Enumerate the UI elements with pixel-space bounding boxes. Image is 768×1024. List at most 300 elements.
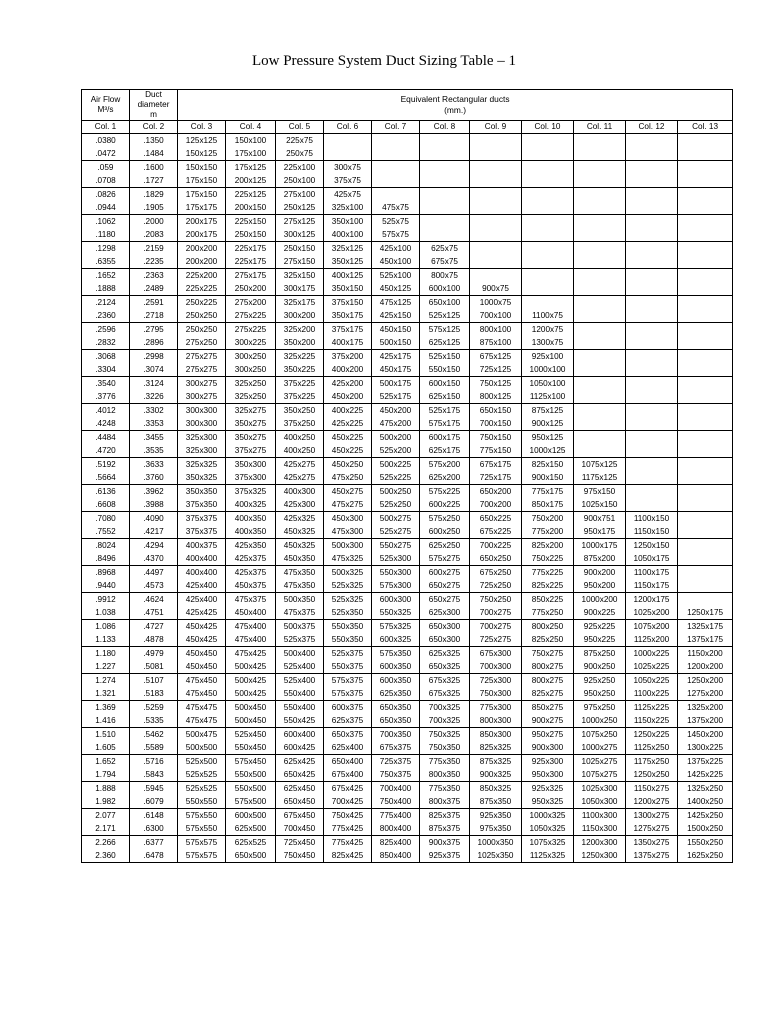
table-cell: 1200x175 <box>626 593 678 607</box>
table-cell: 1250x150 <box>626 539 678 553</box>
table-cell: 350x250 <box>276 404 324 418</box>
table-cell: .2363 <box>130 269 178 283</box>
table-cell: 850x300 <box>470 728 522 742</box>
table-cell: 625x350 <box>372 687 420 701</box>
table-cell: 425x200 <box>324 377 372 391</box>
table-cell: 450x425 <box>178 633 226 647</box>
table-cell: 900x275 <box>522 714 574 728</box>
table-cell: 425x300 <box>276 498 324 512</box>
table-cell <box>574 296 626 310</box>
table-cell: 500x450 <box>226 701 276 715</box>
table-cell: 400x250 <box>276 431 324 445</box>
table-cell: 2.266 <box>82 836 130 850</box>
table-cell <box>522 282 574 296</box>
table-cell: 825x400 <box>372 836 420 850</box>
table-cell: 450x225 <box>324 444 372 458</box>
duct-sizing-table <box>81 89 733 863</box>
table-cell: 775x150 <box>470 444 522 458</box>
table-cell: 500x425 <box>226 674 276 688</box>
table-cell <box>574 215 626 229</box>
table-cell: .5843 <box>130 768 178 782</box>
table-cell <box>678 255 733 269</box>
table-cell <box>574 228 626 242</box>
table-cell: 500x250 <box>372 485 420 499</box>
table-cell: 475x425 <box>226 647 276 661</box>
table-cell: 200x150 <box>226 201 276 215</box>
table-cell: 575x200 <box>420 458 470 472</box>
table-row <box>82 525 733 539</box>
table-cell: 900x325 <box>470 768 522 782</box>
table-cell: 225x100 <box>276 161 324 175</box>
table-cell: .6608 <box>82 498 130 512</box>
table-cell: 1100x150 <box>626 512 678 526</box>
table-cell: 625x75 <box>420 242 470 256</box>
column-name: Col. 4 <box>226 121 276 134</box>
table-cell: .6377 <box>130 836 178 850</box>
table-cell <box>626 296 678 310</box>
table-cell <box>678 377 733 391</box>
table-cell: 525x375 <box>276 633 324 647</box>
table-cell: 1000x200 <box>574 593 626 607</box>
table-cell <box>678 485 733 499</box>
table-cell: 475x375 <box>276 606 324 620</box>
table-cell: 650x300 <box>420 633 470 647</box>
table-cell: .7552 <box>82 525 130 539</box>
table-cell: 850x225 <box>522 593 574 607</box>
table-cell: 575x300 <box>372 579 420 593</box>
table-cell <box>470 174 522 188</box>
table-row <box>82 201 733 215</box>
table-cell: 1025x300 <box>574 782 626 796</box>
table-cell <box>574 350 626 364</box>
table-cell: 175x100 <box>226 147 276 161</box>
table-cell: 750x400 <box>372 795 420 809</box>
table-row <box>82 458 733 472</box>
table-cell: 475x300 <box>324 525 372 539</box>
table-cell: 725x300 <box>470 674 522 688</box>
table-cell: .4497 <box>130 566 178 580</box>
table-cell: 900x150 <box>522 471 574 485</box>
table-cell: 1100x75 <box>522 309 574 323</box>
table-row <box>82 809 733 823</box>
table-cell: 1000x125 <box>522 444 574 458</box>
table-cell: 575x375 <box>324 687 372 701</box>
table-cell: 125x125 <box>178 134 226 148</box>
table-cell: 650x325 <box>420 660 470 674</box>
table-cell: .2998 <box>130 350 178 364</box>
table-cell: 525x500 <box>178 755 226 769</box>
table-cell: 475x250 <box>324 471 372 485</box>
table-cell: 700x400 <box>372 782 420 796</box>
table-cell: .6148 <box>130 809 178 823</box>
table-cell: 1025x350 <box>470 849 522 863</box>
column-name: Col. 8 <box>420 121 470 134</box>
table-row <box>82 309 733 323</box>
table-cell: 1400x250 <box>678 795 733 809</box>
table-cell: 525x200 <box>372 444 420 458</box>
table-cell: 300x225 <box>226 336 276 350</box>
table-cell: .4878 <box>130 633 178 647</box>
table-cell: .4370 <box>130 552 178 566</box>
table-cell: .2591 <box>130 296 178 310</box>
table-row <box>82 701 733 715</box>
table-cell: 1.274 <box>82 674 130 688</box>
table-cell: 425x275 <box>276 458 324 472</box>
table-cell: .3633 <box>130 458 178 472</box>
table-cell: 1125x100 <box>522 390 574 404</box>
table-cell: 450x200 <box>372 404 420 418</box>
table-cell: .4979 <box>130 647 178 661</box>
table-cell: 1000x100 <box>522 363 574 377</box>
table-cell: 650x275 <box>420 593 470 607</box>
table-cell: 600x350 <box>372 660 420 674</box>
table-cell: .3304 <box>82 363 130 377</box>
table-cell <box>678 512 733 526</box>
table-cell <box>574 161 626 175</box>
table-cell: 575x325 <box>372 620 420 634</box>
table-cell: 175x150 <box>178 174 226 188</box>
table-cell: 1.652 <box>82 755 130 769</box>
table-cell: 725x250 <box>470 579 522 593</box>
table-cell: .3302 <box>130 404 178 418</box>
table-cell: 600x400 <box>276 728 324 742</box>
table-cell: 250x250 <box>178 323 226 337</box>
table-cell: .2896 <box>130 336 178 350</box>
table-row <box>82 620 733 634</box>
table-cell: 1200x200 <box>678 660 733 674</box>
table-cell: 900x75 <box>470 282 522 296</box>
table-cell: 800x125 <box>470 390 522 404</box>
table-cell: 775x350 <box>420 755 470 769</box>
table-cell: 600x225 <box>420 498 470 512</box>
table-cell: 450x425 <box>178 620 226 634</box>
table-cell: .5081 <box>130 660 178 674</box>
table-cell <box>420 228 470 242</box>
table-cell <box>626 228 678 242</box>
table-cell: 625x500 <box>226 822 276 836</box>
table-cell: 750x425 <box>324 809 372 823</box>
table-cell: 875x375 <box>420 822 470 836</box>
table-cell: .8496 <box>82 552 130 566</box>
table-cell: 1.605 <box>82 741 130 755</box>
table-cell: 350x325 <box>178 471 226 485</box>
table-cell: .3962 <box>130 485 178 499</box>
table-row <box>82 552 733 566</box>
column-name: Col. 2 <box>130 121 178 134</box>
table-cell: 575x175 <box>420 417 470 431</box>
table-cell <box>626 390 678 404</box>
table-cell <box>574 431 626 445</box>
table-row <box>82 566 733 580</box>
table-cell: 650x100 <box>420 296 470 310</box>
table-cell: 275x225 <box>226 323 276 337</box>
table-cell: 650x275 <box>420 579 470 593</box>
table-cell: .2083 <box>130 228 178 242</box>
table-cell <box>626 471 678 485</box>
table-cell: .3988 <box>130 498 178 512</box>
table-cell: .5107 <box>130 674 178 688</box>
table-cell <box>574 336 626 350</box>
table-cell <box>522 188 574 202</box>
table-cell: .4294 <box>130 539 178 553</box>
table-row <box>82 687 733 701</box>
table-cell: 775x350 <box>420 782 470 796</box>
table-cell: 200x175 <box>178 215 226 229</box>
table-cell: 675x125 <box>470 350 522 364</box>
table-cell: 450x175 <box>372 363 420 377</box>
table-cell: 575x75 <box>372 228 420 242</box>
table-cell <box>678 215 733 229</box>
table-cell <box>626 147 678 161</box>
table-cell: 750x200 <box>522 512 574 526</box>
table-row <box>82 539 733 553</box>
table-cell: 800x350 <box>420 768 470 782</box>
table-cell: 625x200 <box>420 471 470 485</box>
table-cell: 550x400 <box>276 701 324 715</box>
table-cell: 275x125 <box>276 215 324 229</box>
table-cell: .4720 <box>82 444 130 458</box>
table-cell: 875x100 <box>470 336 522 350</box>
table-cell: 425x100 <box>372 242 420 256</box>
table-cell: 500x200 <box>372 431 420 445</box>
table-cell: 525x450 <box>226 728 276 742</box>
table-cell: 1000x325 <box>522 809 574 823</box>
table-cell: 750x450 <box>276 849 324 863</box>
table-cell <box>678 593 733 607</box>
table-cell <box>678 417 733 431</box>
table-cell: 675x375 <box>372 741 420 755</box>
table-cell: 400x175 <box>324 336 372 350</box>
table-cell <box>522 269 574 283</box>
table-cell <box>678 228 733 242</box>
table-cell: 425x375 <box>226 552 276 566</box>
table-cell: 225x225 <box>178 282 226 296</box>
table-cell: 500x350 <box>276 593 324 607</box>
table-cell <box>574 309 626 323</box>
table-cell: 1275x200 <box>678 687 733 701</box>
table-cell: 575x550 <box>178 809 226 823</box>
table-cell <box>470 188 522 202</box>
table-cell: 475x475 <box>178 714 226 728</box>
table-cell: 550x350 <box>324 633 372 647</box>
table-cell <box>574 201 626 215</box>
table-cell: 575x450 <box>226 755 276 769</box>
table-cell: 1.888 <box>82 782 130 796</box>
table-cell: 1075x125 <box>574 458 626 472</box>
table-cell: 600x425 <box>276 741 324 755</box>
table-body <box>82 134 733 863</box>
table-cell: 400x250 <box>276 444 324 458</box>
table-cell <box>470 242 522 256</box>
table-cell: 1.416 <box>82 714 130 728</box>
table-cell <box>626 485 678 499</box>
table-cell: 1100x175 <box>626 566 678 580</box>
table-cell: 275x275 <box>178 363 226 377</box>
table-cell: 225x125 <box>226 188 276 202</box>
table-cell <box>420 174 470 188</box>
table-cell: 700x225 <box>470 539 522 553</box>
table-cell: 650x250 <box>470 552 522 566</box>
table-row <box>82 431 733 445</box>
table-cell: 650x500 <box>226 849 276 863</box>
table-cell: .1180 <box>82 228 130 242</box>
table-cell: 725x175 <box>470 471 522 485</box>
table-cell: 175x125 <box>226 161 276 175</box>
table-cell: 525x125 <box>420 309 470 323</box>
table-cell: 1.982 <box>82 795 130 809</box>
table-cell: 775x250 <box>522 606 574 620</box>
table-cell: 575x250 <box>420 512 470 526</box>
table-cell: 300x175 <box>276 282 324 296</box>
table-cell: 475x275 <box>324 498 372 512</box>
column-names-row <box>82 121 733 134</box>
table-cell: 1150x300 <box>574 822 626 836</box>
table-cell: 700x100 <box>470 309 522 323</box>
table-cell: 450x250 <box>324 458 372 472</box>
column-name: Col. 11 <box>574 121 626 134</box>
table-cell: 1.321 <box>82 687 130 701</box>
table-cell: 250x200 <box>226 282 276 296</box>
table-cell: 1425x225 <box>678 768 733 782</box>
table-cell: 425x175 <box>372 350 420 364</box>
table-cell: 650x225 <box>470 512 522 526</box>
table-cell: .2235 <box>130 255 178 269</box>
table-cell: .5462 <box>130 728 178 742</box>
table-cell: 300x300 <box>178 417 226 431</box>
table-cell: 825x325 <box>470 741 522 755</box>
table-cell: 325x325 <box>178 458 226 472</box>
table-cell: 1200x300 <box>574 836 626 850</box>
table-cell: 450x350 <box>276 552 324 566</box>
table-cell <box>678 350 733 364</box>
table-cell: .5589 <box>130 741 178 755</box>
table-cell: 375x300 <box>226 471 276 485</box>
table-cell: 800x400 <box>372 822 420 836</box>
table-cell: 1300x75 <box>522 336 574 350</box>
table-cell <box>626 336 678 350</box>
table-cell <box>372 134 420 148</box>
table-cell: 825x225 <box>522 579 574 593</box>
table-cell: 650x450 <box>276 795 324 809</box>
table-cell: 225x175 <box>226 255 276 269</box>
table-cell <box>420 161 470 175</box>
table-cell: 450x125 <box>372 282 420 296</box>
table-cell: 1450x200 <box>678 728 733 742</box>
table-cell <box>678 134 733 148</box>
table-cell: 700x275 <box>470 620 522 634</box>
table-cell <box>678 188 733 202</box>
table-cell: 1100x225 <box>626 687 678 701</box>
table-row <box>82 471 733 485</box>
table-cell: 975x250 <box>574 701 626 715</box>
table-cell <box>470 134 522 148</box>
table-cell: 725x450 <box>276 836 324 850</box>
table-row <box>82 336 733 350</box>
table-cell: .8968 <box>82 566 130 580</box>
table-cell: 200x125 <box>226 174 276 188</box>
table-cell: 425x375 <box>226 566 276 580</box>
table-row <box>82 714 733 728</box>
table-cell <box>626 282 678 296</box>
table-cell: 850x400 <box>372 849 420 863</box>
table-cell: 1175x250 <box>626 755 678 769</box>
table-cell: .1829 <box>130 188 178 202</box>
table-cell: .3353 <box>130 417 178 431</box>
table-cell: 625x325 <box>420 647 470 661</box>
table-cell <box>626 417 678 431</box>
table-cell <box>678 552 733 566</box>
table-cell: 650x350 <box>372 701 420 715</box>
table-cell: 650x375 <box>324 728 372 742</box>
table-cell: 325x125 <box>324 242 372 256</box>
table-row <box>82 755 733 769</box>
equiv-header-unit: (mm.) <box>444 105 466 115</box>
table-cell: 300x75 <box>324 161 372 175</box>
table-cell <box>678 161 733 175</box>
table-cell: 575x225 <box>420 485 470 499</box>
table-cell: 350x275 <box>226 431 276 445</box>
table-cell: 1100x300 <box>574 809 626 823</box>
table-cell: .4573 <box>130 579 178 593</box>
table-cell: 1075x200 <box>626 620 678 634</box>
table-cell: 1000x225 <box>626 647 678 661</box>
table-cell: 1150x150 <box>626 525 678 539</box>
table-cell <box>626 174 678 188</box>
table-cell <box>678 471 733 485</box>
table-cell: 625x300 <box>420 606 470 620</box>
table-cell: 925x350 <box>470 809 522 823</box>
table-cell: 575x275 <box>420 552 470 566</box>
table-cell <box>574 134 626 148</box>
table-cell: 600x175 <box>420 431 470 445</box>
table-cell <box>626 309 678 323</box>
table-cell: .1905 <box>130 201 178 215</box>
table-cell: 525x400 <box>276 674 324 688</box>
table-row <box>82 579 733 593</box>
table-cell: 625x375 <box>324 714 372 728</box>
table-cell <box>678 458 733 472</box>
table-cell: 1550x250 <box>678 836 733 850</box>
table-cell: 425x150 <box>372 309 420 323</box>
table-cell: .3776 <box>82 390 130 404</box>
table-cell: 350x200 <box>276 336 324 350</box>
table-cell: 425x400 <box>178 579 226 593</box>
table-cell: 1250x200 <box>678 674 733 688</box>
table-cell <box>626 215 678 229</box>
airflow-header-line1: Air Flow <box>90 95 121 104</box>
table-cell <box>470 269 522 283</box>
table-cell: 900x225 <box>574 606 626 620</box>
table-cell: 375x200 <box>324 350 372 364</box>
table-cell: 650x300 <box>420 620 470 634</box>
table-cell: 500x375 <box>276 620 324 634</box>
table-row <box>82 255 733 269</box>
table-cell: 375x150 <box>324 296 372 310</box>
table-cell: 375x325 <box>226 485 276 499</box>
duct-header-line2: diameter <box>137 100 170 109</box>
table-cell: 675x325 <box>420 674 470 688</box>
table-cell: 500x225 <box>372 458 420 472</box>
table-cell: .3535 <box>130 444 178 458</box>
table-cell: 475x350 <box>276 566 324 580</box>
table-cell: 475x400 <box>226 633 276 647</box>
table-cell: 600x250 <box>420 525 470 539</box>
table-cell: 950x200 <box>574 579 626 593</box>
table-cell: 625x525 <box>226 836 276 850</box>
table-row <box>82 836 733 850</box>
table-cell <box>678 431 733 445</box>
table-cell: 400x400 <box>178 566 226 580</box>
